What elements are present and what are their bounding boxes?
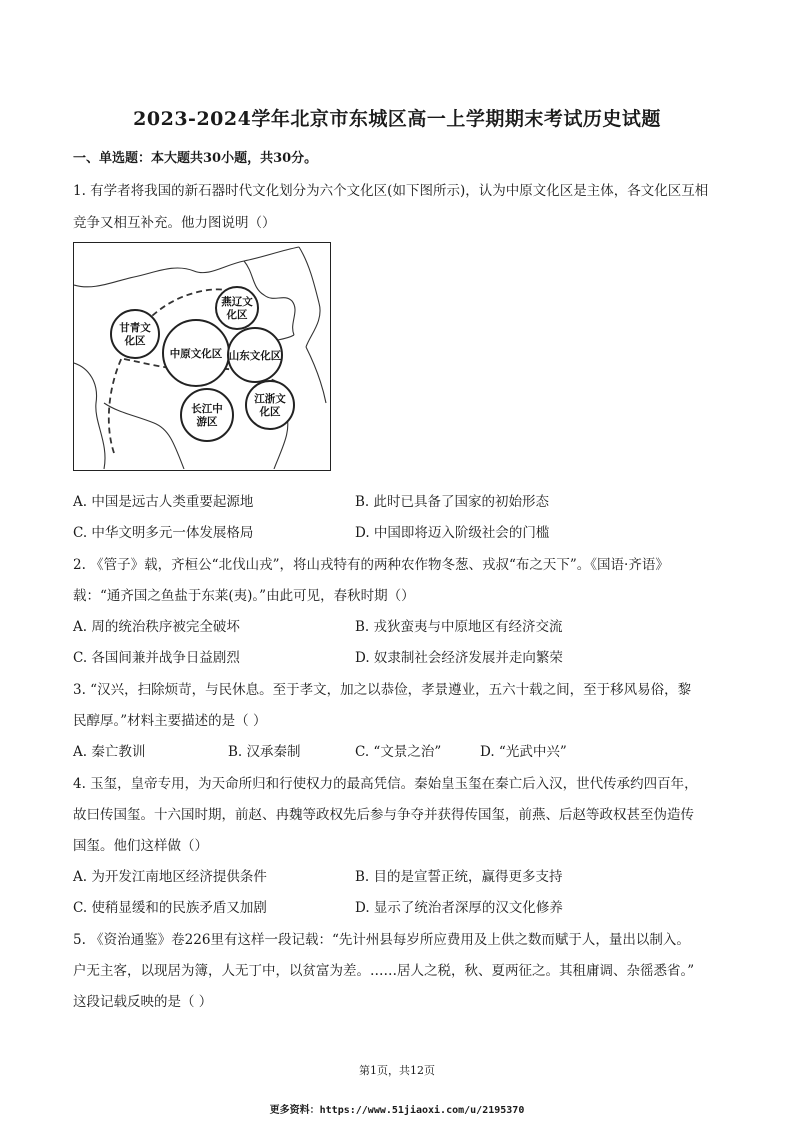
svg-text:化区: 化区 bbox=[124, 335, 146, 347]
q2-option-b[interactable]: B. 戎狄蛮夷与中原地区有经济交流 bbox=[355, 619, 563, 635]
q4-option-d[interactable]: D. 显示了统治者深厚的汉文化修养 bbox=[355, 900, 563, 916]
question-4-line-1: 4. 玉玺，皇帝专用，为天命所归和行使权力的最高凭信。秦始皇玉玺在秦亡后入汉，世代传承约四百年， bbox=[73, 776, 698, 792]
region-label-shandong: 山东文化区 bbox=[228, 350, 282, 362]
question-3-line-1: 3. “汉兴，扫除烦苛，与民休息。至于孝文，加之以恭俭，孝景遵业，五六十载之间，至于移风易俗，黎 bbox=[73, 682, 692, 698]
question-4-line-3: 国玺。他们这样做（） bbox=[73, 838, 208, 854]
q1-option-a[interactable]: A. 中国是远古人类重要起源地 bbox=[73, 494, 254, 510]
page-footer: 第1页，共12页 bbox=[359, 1064, 435, 1077]
q3-option-d[interactable]: D. “光武中兴” bbox=[480, 744, 567, 760]
question-3-line-2: 民醇厚。”材料主要描述的是（ ） bbox=[73, 713, 267, 729]
question-1-line-1: 1. 有学者将我国的新石器时代文化划分为六个文化区(如下图所示)，认为中原文化区是主体，各文化区互相 bbox=[73, 183, 709, 199]
more-resources-link[interactable]: 更多资料：https://www.51jiaoxi.com/u/2195370 bbox=[269, 1105, 525, 1116]
svg-text:化区: 化区 bbox=[226, 309, 248, 321]
region-label-jiangzhe: 江浙文 bbox=[254, 393, 286, 405]
question-2-line-2: 载：“通齐国之鱼盐于东莱(夷)。”由此可见，春秋时期（） bbox=[73, 588, 415, 604]
q3-option-b[interactable]: B. 汉承秦制 bbox=[228, 744, 301, 760]
q4-option-a[interactable]: A. 为开发江南地区经济提供条件 bbox=[73, 869, 267, 885]
q2-option-a[interactable]: A. 周的统治秩序被完全破坏 bbox=[73, 619, 240, 635]
section-heading: 一、单选题：本大题共30小题，共30分。 bbox=[73, 151, 318, 166]
q1-option-c[interactable]: C. 中华文明多元一体发展格局 bbox=[73, 525, 254, 541]
q3-option-a[interactable]: A. 秦亡教训 bbox=[73, 744, 146, 760]
svg-text:游区: 游区 bbox=[196, 416, 218, 428]
q2-option-c[interactable]: C. 各国间兼并战争日益剧烈 bbox=[73, 650, 240, 666]
q3-option-c[interactable]: C. “文景之治” bbox=[355, 744, 442, 760]
page-title: 2023-2024学年北京市东城区高一上学期期末考试历史试题 bbox=[133, 108, 661, 130]
question-1-line-2: 竞争又相互补充。他力图说明（） bbox=[73, 215, 276, 231]
region-label-yanliao: 燕辽文 bbox=[221, 296, 253, 308]
q1-option-d[interactable]: D. 中国即将迈入阶级社会的门槛 bbox=[355, 525, 550, 541]
q4-option-b[interactable]: B. 目的是宣誓正统，赢得更多支持 bbox=[355, 869, 563, 885]
svg-text:化区: 化区 bbox=[259, 406, 281, 418]
region-label-ganqing: 甘青文 bbox=[119, 322, 151, 334]
question-2-line-1: 2. 《管子》载，齐桓公“北伐山戎”，将山戎特有的两种农作物冬葱、戎叔“布之天下”。《国语·齐语》 bbox=[73, 557, 669, 573]
question-4-line-2: 故曰传国玺。十六国时期，前赵、冉魏等政权先后参与争夺并获得传国玺，前燕、后赵等政权甚至伪造传 bbox=[73, 807, 694, 823]
question-5-line-3: 这段记载反映的是（ ） bbox=[73, 994, 213, 1010]
region-label-changjiang: 长江中 bbox=[191, 403, 223, 415]
q1-option-b[interactable]: B. 此时已具备了国家的初始形态 bbox=[355, 494, 550, 510]
question-5-line-1: 5. 《资治通鉴》卷226里有这样一段记载：“先计州县每岁所应费用及上供之数而赋于人，量出以制入。 bbox=[73, 932, 690, 948]
question-5-line-2: 户无主客，以现居为簿，人无丁中，以贫富为差。……居人之税，秋、夏两征之。其租庸调、杂徭悉省。” bbox=[73, 963, 695, 979]
region-label-zhongyuan: 中原文化区 bbox=[169, 348, 223, 360]
culture-region-map bbox=[73, 242, 331, 471]
map-drawing bbox=[74, 243, 329, 469]
q4-option-c[interactable]: C. 使稍显缓和的民族矛盾又加剧 bbox=[73, 900, 267, 916]
q2-option-d[interactable]: D. 奴隶制社会经济发展并走向繁荣 bbox=[355, 650, 563, 666]
